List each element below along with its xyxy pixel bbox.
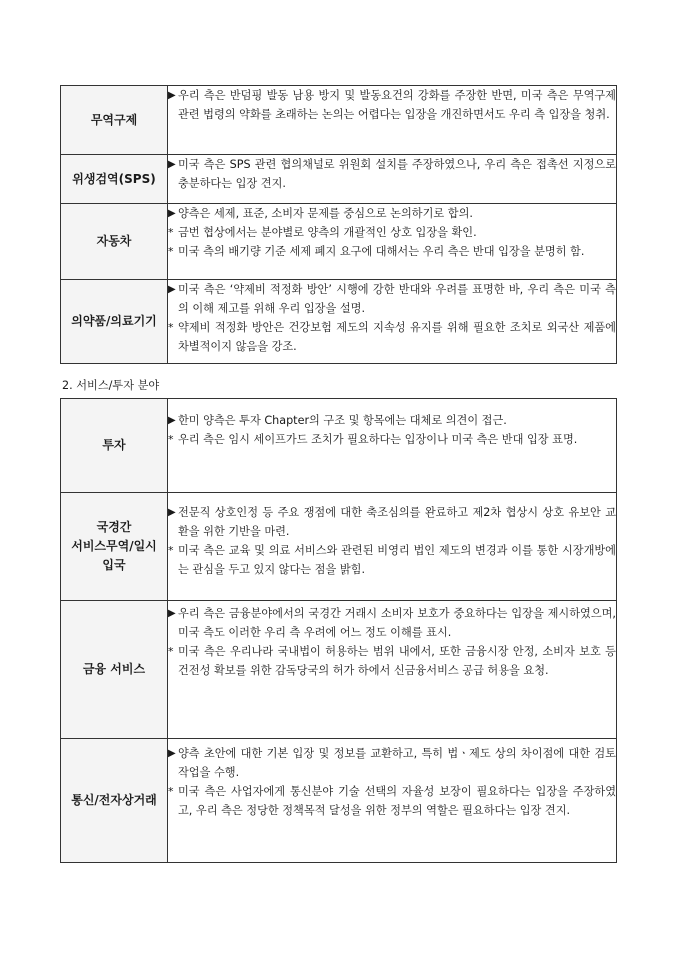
table-row bbox=[61, 280, 617, 364]
row-label: 국경간 서비스무역/일시 입국 bbox=[61, 493, 168, 601]
list-item: ▶ 전문직 상호인정 등 주요 쟁점에 대한 축조심의를 완료하고 제2차 협상시 상호 유보안 교환을 위한 기반을 마련. bbox=[168, 506, 616, 538]
list-item: * 금번 협상에서는 분야별로 양측의 개괄적인 상호 입장을 확인. bbox=[168, 226, 477, 239]
row-label: 투자 bbox=[61, 399, 168, 493]
list-item: * 미국 측은 교육 및 의료 서비스와 관련된 비영리 법인 제도의 변경과 이를 통한 시장개방에는 관심을 두고 있지 않다는 점을 밝힘. bbox=[168, 544, 616, 576]
list-item: ▶ 우리 측은 금융분야에서의 국경간 거래시 소비자 보호가 중요하다는 입장을 제시하였으며, 미국 측도 이러한 우리 측 우려에 어느 정도 이해를 표시. bbox=[168, 607, 616, 639]
table-row bbox=[61, 739, 617, 863]
list-item: ▶ 미국 측은 SPS 관련 협의채널로 위원회 설치를 주장하였으나, 우리 측은 접촉선 지정으로 충분하다는 입장 견지. bbox=[168, 158, 616, 190]
row-content bbox=[168, 739, 617, 863]
row-label: 자동차 bbox=[61, 204, 168, 280]
table-row bbox=[61, 601, 617, 739]
row-label: 무역구제 bbox=[61, 86, 168, 155]
row-content bbox=[168, 280, 617, 364]
section-heading: 2. 서비스/투자 분야 bbox=[62, 379, 160, 392]
row-content bbox=[168, 493, 617, 601]
row-content bbox=[168, 601, 617, 739]
list-item: * 미국 측의 배기량 기준 세제 폐지 요구에 대해서는 우리 측은 반대 입장을 분명히 함. bbox=[168, 245, 585, 258]
table-row bbox=[61, 204, 617, 280]
row-label: 금융 서비스 bbox=[61, 601, 168, 739]
list-item: * 약제비 적정화 방안은 건강보험 제도의 지속성 유지를 위해 필요한 조치로 외국산 제품에 차별적이지 않음을 강조. bbox=[168, 321, 616, 353]
service-investment-table bbox=[60, 398, 617, 863]
list-item: ▶ 양측은 세제, 표준, 소비자 문제를 중심으로 논의하기로 합의. bbox=[168, 207, 473, 220]
list-item: ▶ 우리 측은 반덤핑 발동 남용 방지 및 발동요건의 강화를 주장한 반면, 미국 측은 무역구제 관련 법령의 약화를 초래하는 논의는 어렵다는 입장을 개진하면서도 우리 측 입장을 청취. bbox=[168, 89, 616, 121]
list-item: * 미국 측은 사업자에게 통신분야 기술 선택의 자율성 보장이 필요하다는 입장을 주장하였고, 우리 측은 정당한 정책목적 달성을 위한 정부의 역할은 필요하다는 입장 견지. bbox=[168, 785, 616, 817]
table-row bbox=[61, 86, 617, 155]
list-item: ▶ 미국 측은 ‘약제비 적정화 방안’ 시행에 강한 반대와 우려를 표명한 바, 우리 측은 미국 측의 이해 제고를 위해 우리 입장을 설명. bbox=[168, 283, 616, 315]
row-label: 위생검역(SPS) bbox=[61, 155, 168, 204]
table-row bbox=[61, 155, 617, 204]
list-item: ▶ 양측 초안에 대한 기본 입장 및 정보를 교환하고, 특히 법ㆍ제도 상의 차이점에 대한 검토작업을 수행. bbox=[168, 747, 616, 779]
trade-issues-table bbox=[60, 85, 617, 364]
row-label: 의약품/의료기기 bbox=[61, 280, 168, 364]
row-content bbox=[168, 155, 617, 204]
row-content bbox=[168, 86, 617, 155]
table-row bbox=[61, 399, 617, 493]
row-content bbox=[168, 204, 617, 280]
list-item: * 미국 측은 우리나라 국내법이 허용하는 범위 내에서, 또한 금융시장 안정, 소비자 보호 등 건전성 확보를 위한 감독당국의 허가 하에서 신금융서비스 공급 허용을 요청. bbox=[168, 645, 616, 677]
table-row bbox=[61, 493, 617, 601]
list-item: ▶ 한미 양측은 투자 Chapter의 구조 및 항목에는 대체로 의견이 접근. bbox=[168, 414, 507, 427]
row-label: 통신/전자상거래 bbox=[61, 739, 168, 863]
list-item: * 우리 측은 임시 세이프가드 조치가 필요하다는 입장이나 미국 측은 반대 입장 표명. bbox=[168, 433, 578, 446]
row-content bbox=[168, 399, 617, 493]
